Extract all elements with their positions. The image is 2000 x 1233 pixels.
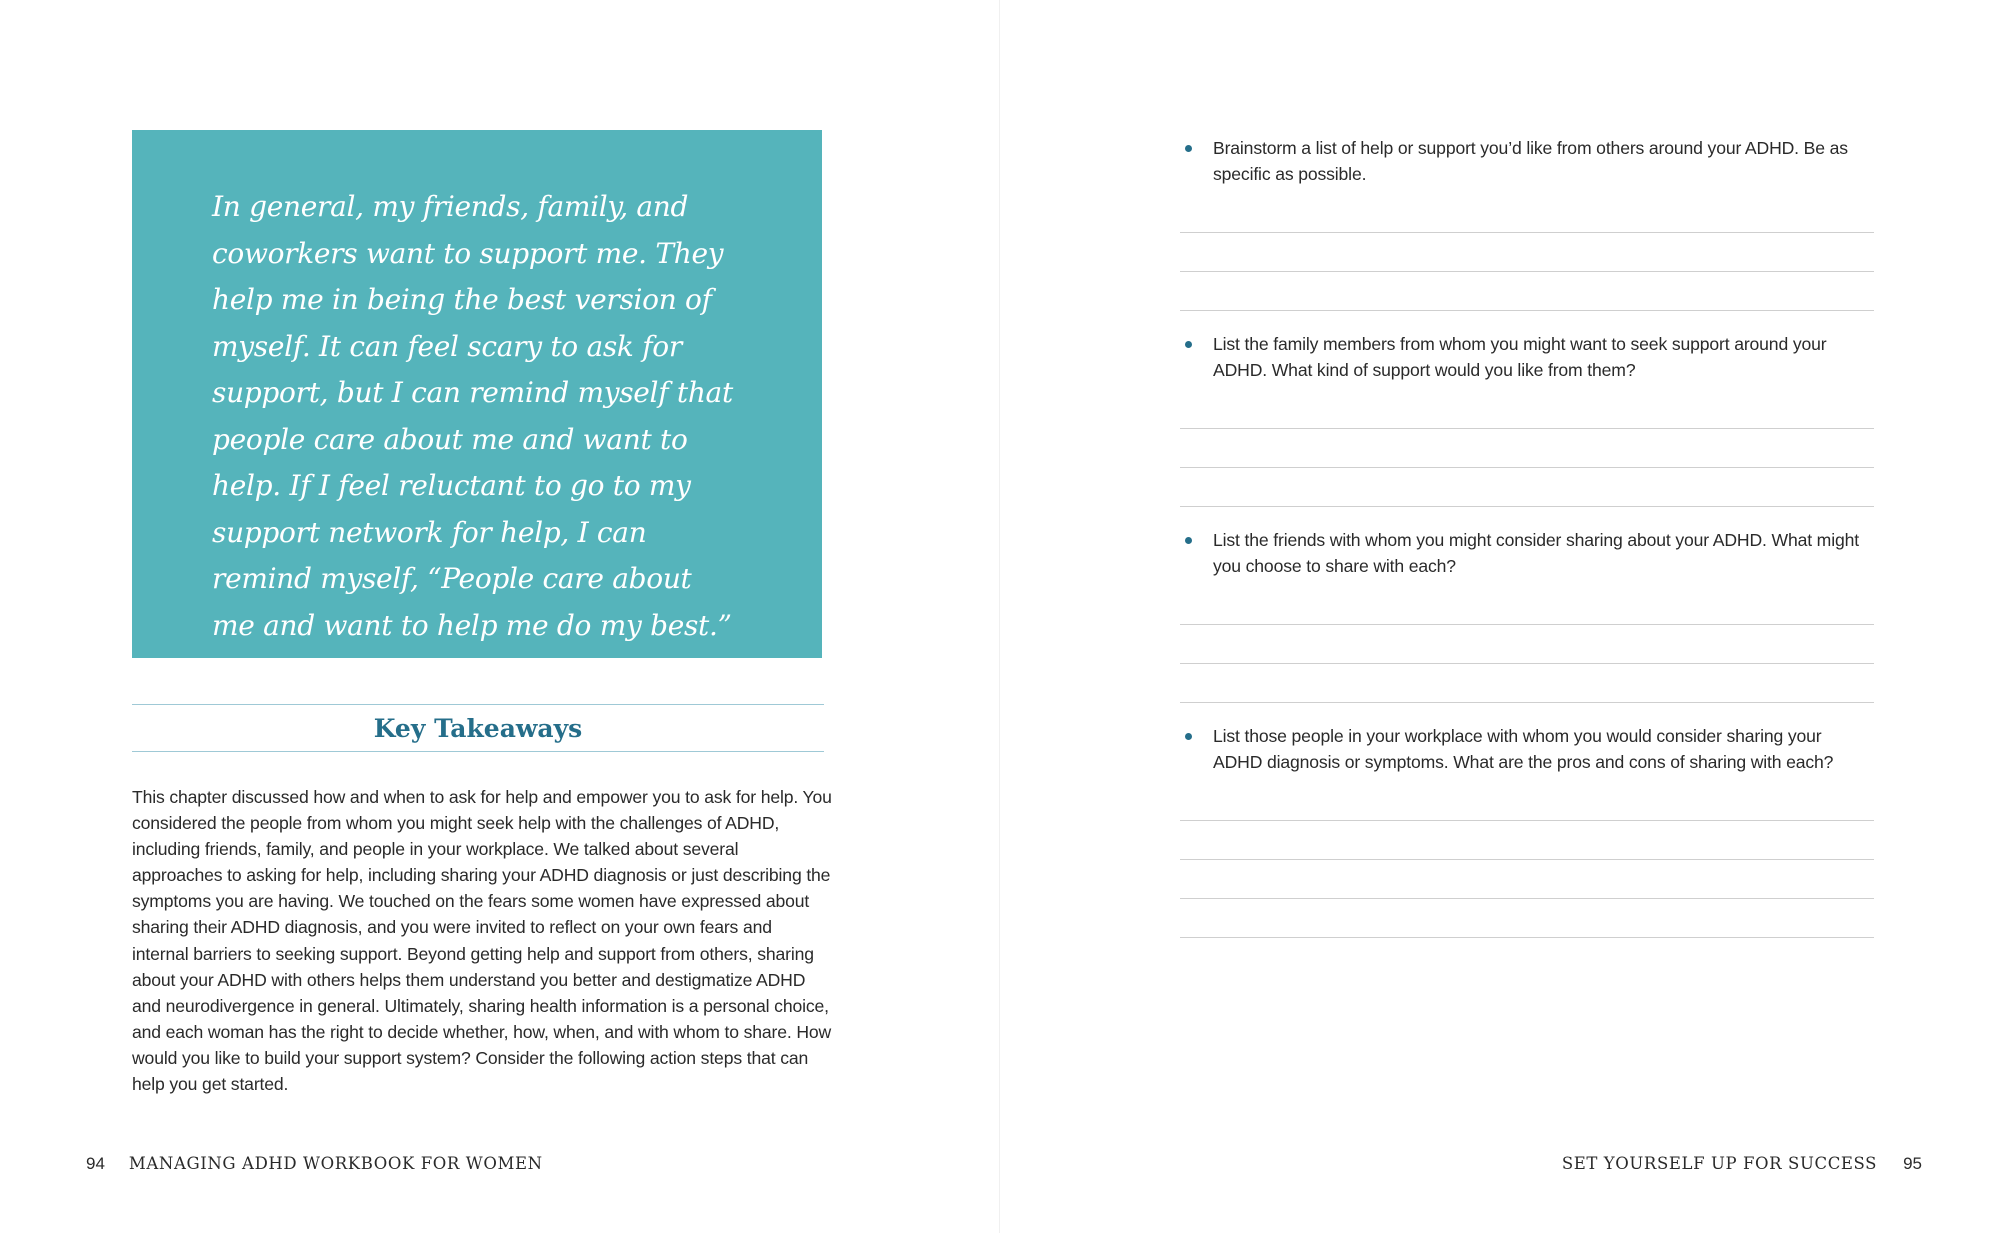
prompt-text: Brainstorm a list of help or support you’d like from others around your ADHD. Be as specific as possible. bbox=[1213, 138, 1848, 184]
bullet-icon bbox=[1185, 341, 1192, 348]
writing-line[interactable] bbox=[1180, 506, 1874, 507]
bullet-icon bbox=[1185, 145, 1192, 152]
prompt-item bbox=[1180, 135, 1880, 187]
key-takeaways-body: This chapter discussed how and when to ask for help and empower you to ask for help. You considered the people from whom you might seek help with the challenges of ADHD, including friends, family, and people in your workplace. We talked about several approaches to asking for help, including sharing your ADHD diagnosis or just describing the symptoms you are having. We touched on the fears some women have expressed about sharing their ADHD diagnosis, and you were invited to reflect on your own fears and internal barriers to seeking support. Beyond getting help and support from others, sharing about your ADHD with others helps them understand you better and destigmatize ADHD and neurodivergence in general. Ultimately, sharing health information is a personal choice, and each woman has the right to decide whether, how, when, and with whom to share. How would you like to build your support system? Consider the following action steps that can help you get started. bbox=[132, 787, 832, 1095]
bullet-icon bbox=[1185, 537, 1192, 544]
key-takeaways-header bbox=[132, 704, 824, 752]
writing-line[interactable] bbox=[1180, 702, 1874, 703]
running-head-left: MANAGING ADHD WORKBOOK FOR WOMEN bbox=[128, 1154, 543, 1173]
prompt-item bbox=[1180, 723, 1880, 775]
section-heading: Key Takeaways bbox=[373, 713, 583, 743]
writing-line[interactable] bbox=[1180, 467, 1874, 468]
left-page-footer bbox=[86, 1154, 543, 1174]
affirmation-quote-box bbox=[132, 130, 822, 658]
writing-line[interactable] bbox=[1180, 624, 1874, 625]
prompt-text: List those people in your workplace with whom you would consider sharing your ADHD diagnosis or symptoms. What are the pros and cons of sharing with each? bbox=[1213, 726, 1834, 772]
writing-line[interactable] bbox=[1180, 663, 1874, 664]
right-page-footer bbox=[1562, 1154, 1922, 1174]
page-number-right: 95 bbox=[1903, 1154, 1922, 1173]
prompt-text: List the family members from whom you might want to seek support around your ADHD. What kind of support would you like from them? bbox=[1213, 334, 1827, 380]
writing-line[interactable] bbox=[1180, 859, 1874, 860]
writing-line[interactable] bbox=[1180, 820, 1874, 821]
writing-line[interactable] bbox=[1180, 271, 1874, 272]
writing-line[interactable] bbox=[1180, 898, 1874, 899]
prompt-item bbox=[1180, 331, 1880, 383]
page-gutter bbox=[999, 0, 1000, 1233]
writing-line[interactable] bbox=[1180, 428, 1874, 429]
running-head-right: SET YOURSELF UP FOR SUCCESS bbox=[1561, 1154, 1878, 1173]
writing-line[interactable] bbox=[1180, 937, 1874, 938]
prompt-item bbox=[1180, 527, 1880, 579]
page-number-left: 94 bbox=[86, 1154, 105, 1173]
writing-line[interactable] bbox=[1180, 310, 1874, 311]
affirmation-quote: In general, my friends, family, and coworkers want to support me. They help me in being the best version of myself. It can feel scary to ask for support, but I can remind myself that people care about me and want to help. If I feel reluctant to go to my support network for help, I can remind myself, “People care about me and want to help me do my best.” bbox=[212, 190, 733, 642]
writing-line[interactable] bbox=[1180, 232, 1874, 233]
bullet-icon bbox=[1185, 733, 1192, 740]
prompt-text: List the friends with whom you might consider sharing about your ADHD. What might you choose to share with each? bbox=[1213, 530, 1859, 576]
